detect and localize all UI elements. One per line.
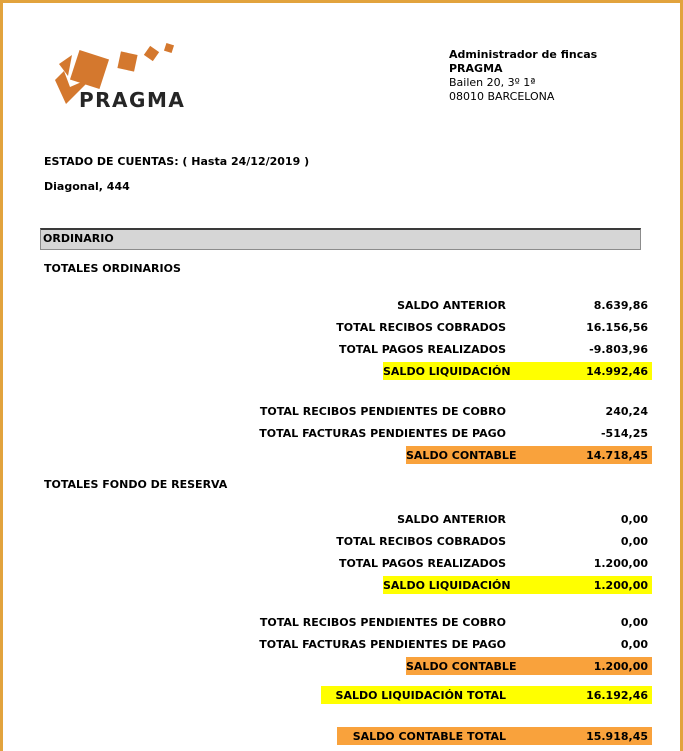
pragma-logo — [55, 40, 205, 114]
row-value: 8.639,86 — [593, 298, 648, 312]
row-label: SALDO CONTABLE — [406, 659, 517, 673]
row-label: SALDO CONTABLE — [406, 448, 517, 462]
row-value: 15.918,45 — [586, 729, 648, 743]
row-value: 14.992,46 — [586, 364, 648, 378]
sender-line-2: PRAGMA — [449, 62, 503, 75]
heading-totales-ordinarios: TOTALES ORDINARIOS — [44, 262, 181, 275]
saldo-contable-row — [406, 446, 652, 464]
table-row — [44, 554, 652, 572]
table-row — [44, 402, 652, 420]
grand-total-contable — [44, 727, 652, 749]
saldo-contable-total-row — [337, 727, 652, 745]
row-value: 0,00 — [620, 534, 648, 548]
row-label: TOTAL RECIBOS COBRADOS — [336, 534, 506, 548]
property-name: Diagonal, 444 — [44, 180, 130, 193]
row-label: SALDO CONTABLE TOTAL — [352, 729, 506, 743]
row-value: 16.156,56 — [586, 320, 648, 334]
row-value: -9.803,96 — [589, 342, 648, 356]
heading-totales-fondo-reserva: TOTALES FONDO DE RESERVA — [44, 478, 228, 491]
sender-city: 08010 BARCELONA — [449, 90, 555, 103]
row-value: 0,00 — [620, 512, 648, 526]
row-label: SALDO LIQUIDACIÓN — [383, 578, 511, 592]
row-value: 1.200,00 — [593, 659, 648, 673]
row-label: TOTAL RECIBOS PENDIENTES DE COBRO — [259, 404, 506, 418]
reserva-contable-group — [44, 613, 652, 679]
saldo-liquidacion-total-row — [321, 686, 652, 704]
table-row — [44, 635, 652, 653]
logo-wordmark: PRAGMA — [79, 88, 186, 112]
table-row — [44, 296, 652, 314]
row-label: TOTAL RECIBOS PENDIENTES DE COBRO — [259, 615, 506, 629]
row-value: 0,00 — [620, 615, 648, 629]
row-value: 1.200,00 — [593, 578, 648, 592]
grand-total-liquidacion — [44, 686, 652, 708]
row-value: 240,24 — [605, 404, 648, 418]
table-row — [44, 340, 652, 358]
table-row — [44, 424, 652, 442]
sender-line-1: Administrador de fincas — [449, 48, 598, 61]
ordinarios-liquidacion-group — [44, 296, 652, 384]
table-row — [44, 510, 652, 528]
saldo-liquidacion-row — [383, 576, 652, 594]
sender-street: Bailen 20, 3º 1ª — [449, 76, 536, 89]
section-bar-ordinario: ORDINARIO — [40, 228, 641, 250]
row-label: TOTAL RECIBOS COBRADOS — [336, 320, 506, 334]
row-value: 1.200,00 — [593, 556, 648, 570]
row-value: -514,25 — [600, 426, 648, 440]
row-label: TOTAL FACTURAS PENDIENTES DE PAGO — [259, 637, 506, 651]
ordinarios-contable-group — [44, 402, 652, 468]
row-label: SALDO LIQUIDACIÓN — [383, 364, 511, 378]
row-label: SALDO ANTERIOR — [397, 298, 506, 312]
row-value: 0,00 — [620, 637, 648, 651]
reserva-liquidacion-group — [44, 510, 652, 598]
table-row — [44, 318, 652, 336]
table-row — [44, 532, 652, 550]
row-value: 16.192,46 — [586, 688, 648, 702]
row-label: TOTAL PAGOS REALIZADOS — [338, 342, 506, 356]
row-label: TOTAL PAGOS REALIZADOS — [338, 556, 506, 570]
row-label: SALDO ANTERIOR — [397, 512, 506, 526]
statement-title: ESTADO DE CUENTAS: ( Hasta 24/12/2019 ) — [44, 155, 310, 168]
sender-address-block — [449, 48, 597, 104]
row-value: 14.718,45 — [586, 448, 648, 462]
row-label: SALDO LIQUIDACIÓN TOTAL — [335, 688, 506, 702]
row-label: TOTAL FACTURAS PENDIENTES DE PAGO — [259, 426, 506, 440]
saldo-liquidacion-row — [383, 362, 652, 380]
saldo-contable-row — [406, 657, 652, 675]
table-row — [44, 613, 652, 631]
